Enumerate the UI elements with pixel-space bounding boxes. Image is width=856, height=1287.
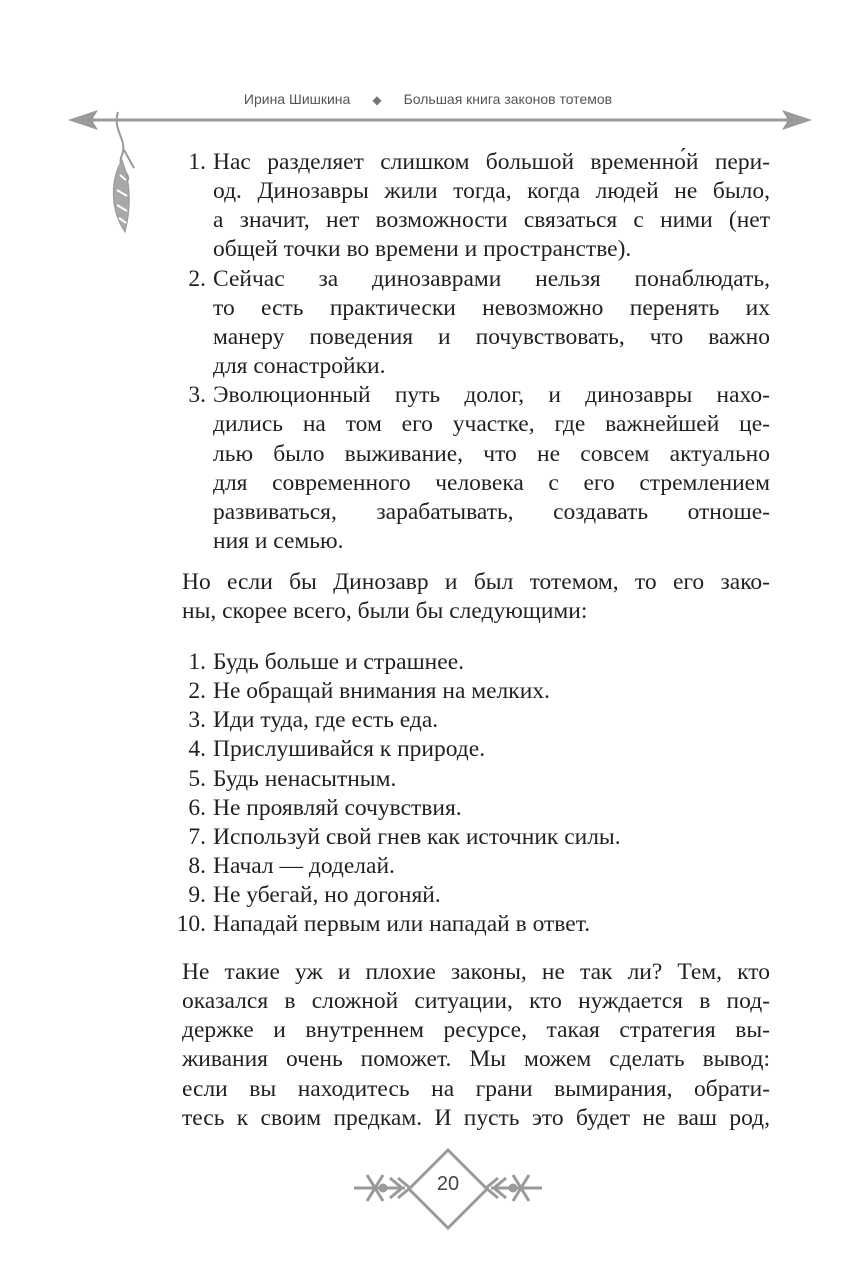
paragraph-line: Не такие уж и плохие законы, не так ли? Тем, кто — [182, 959, 770, 985]
header-arrow-rule — [68, 110, 812, 130]
list-item-number: 2. — [188, 265, 206, 292]
law-number: 9. — [188, 882, 206, 909]
list-item-line: од. Динозавры жили тогда, когда людей не было, — [213, 178, 770, 205]
law-number: 3. — [188, 707, 206, 734]
law-item: Будь больше и страшнее. — [213, 649, 464, 675]
law-number: 6. — [188, 794, 206, 821]
law-number: 5. — [188, 765, 206, 792]
law-item: Нападай первым или нападай в ответ. — [213, 911, 591, 938]
law-number: 10. — [176, 911, 206, 938]
paragraph-line: ны, скорее всего, были бы следующими: — [182, 598, 588, 625]
list-item-line: Сейчас за динозаврами нельзя понаблюдать, — [213, 265, 770, 292]
list-item-number: 1. — [188, 149, 206, 175]
paragraph-line: тесь к своим предкам. И пусть это будет не ваш род, — [182, 1104, 770, 1131]
law-item: Используй свой гнев как источник силы. — [213, 823, 621, 850]
law-number: 8. — [188, 853, 206, 880]
paragraph-line: если вы находитесь на грани вымирания, обрати- — [182, 1075, 770, 1102]
law-number: 2. — [188, 678, 206, 705]
paragraph-line: оказался в сложной ситуации, кто нуждается в под- — [182, 988, 770, 1015]
law-item: Не проявляй сочувствия. — [213, 794, 462, 821]
feather-icon — [113, 112, 134, 232]
list-item-line: ния и семью. — [213, 527, 344, 554]
list-item-line: дились на том его участке, где важнейшей це- — [213, 411, 770, 438]
list-item-line: для современного человека с его стремлением — [213, 469, 770, 496]
list-item-line: Нас разделяет слишком большой временно́й пери- — [213, 149, 770, 175]
list-item-line: а значит, нет возможности связаться с ними (нет — [213, 207, 770, 234]
list-item-line: то есть практически невозможно перенять их — [213, 294, 770, 321]
law-item: Не обращай внимания на мелких. — [213, 678, 550, 705]
list-item-line: манеру поведения и почувствовать, что важно — [213, 323, 770, 350]
paragraph-line: держке и внутреннем ресурсе, такая стратегия вы- — [182, 1017, 770, 1044]
law-item: Иди туда, где есть еда. — [213, 707, 439, 734]
list-item-line: развиваться, зарабатывать, создавать отноше- — [213, 498, 770, 525]
list-item-line: Эволюционный путь долог, и динозавры нахо- — [213, 382, 770, 409]
diamond-separator-icon: ◆ — [372, 93, 382, 107]
law-number: 7. — [188, 823, 206, 850]
law-number: 4. — [188, 736, 206, 763]
law-number: 1. — [188, 649, 206, 675]
page-number: 20 — [436, 1173, 460, 1195]
list-item-line: общей точки во времени и пространстве). — [213, 236, 632, 263]
law-item: Прислушивайся к природе. — [213, 736, 486, 763]
header-author: Ирина Шишкина — [243, 91, 351, 107]
list-item-line: для сонастройки. — [213, 353, 386, 380]
law-item: Не убегай, но догоняй. — [213, 882, 441, 909]
paragraph-line: живания очень поможет. Мы можем сделать вывод: — [182, 1046, 770, 1073]
header-book-title: Большая книга законов тотемов — [403, 91, 613, 107]
law-item: Начал — доделай. — [213, 853, 395, 880]
list-item-number: 3. — [188, 382, 206, 409]
list-item-line: лью было выживание, что не совсем актуально — [213, 440, 770, 467]
law-item: Будь ненасытным. — [213, 765, 397, 792]
running-header — [0, 91, 856, 107]
paragraph-line: Но если бы Динозавр и был тотемом, то его зако- — [182, 569, 770, 595]
